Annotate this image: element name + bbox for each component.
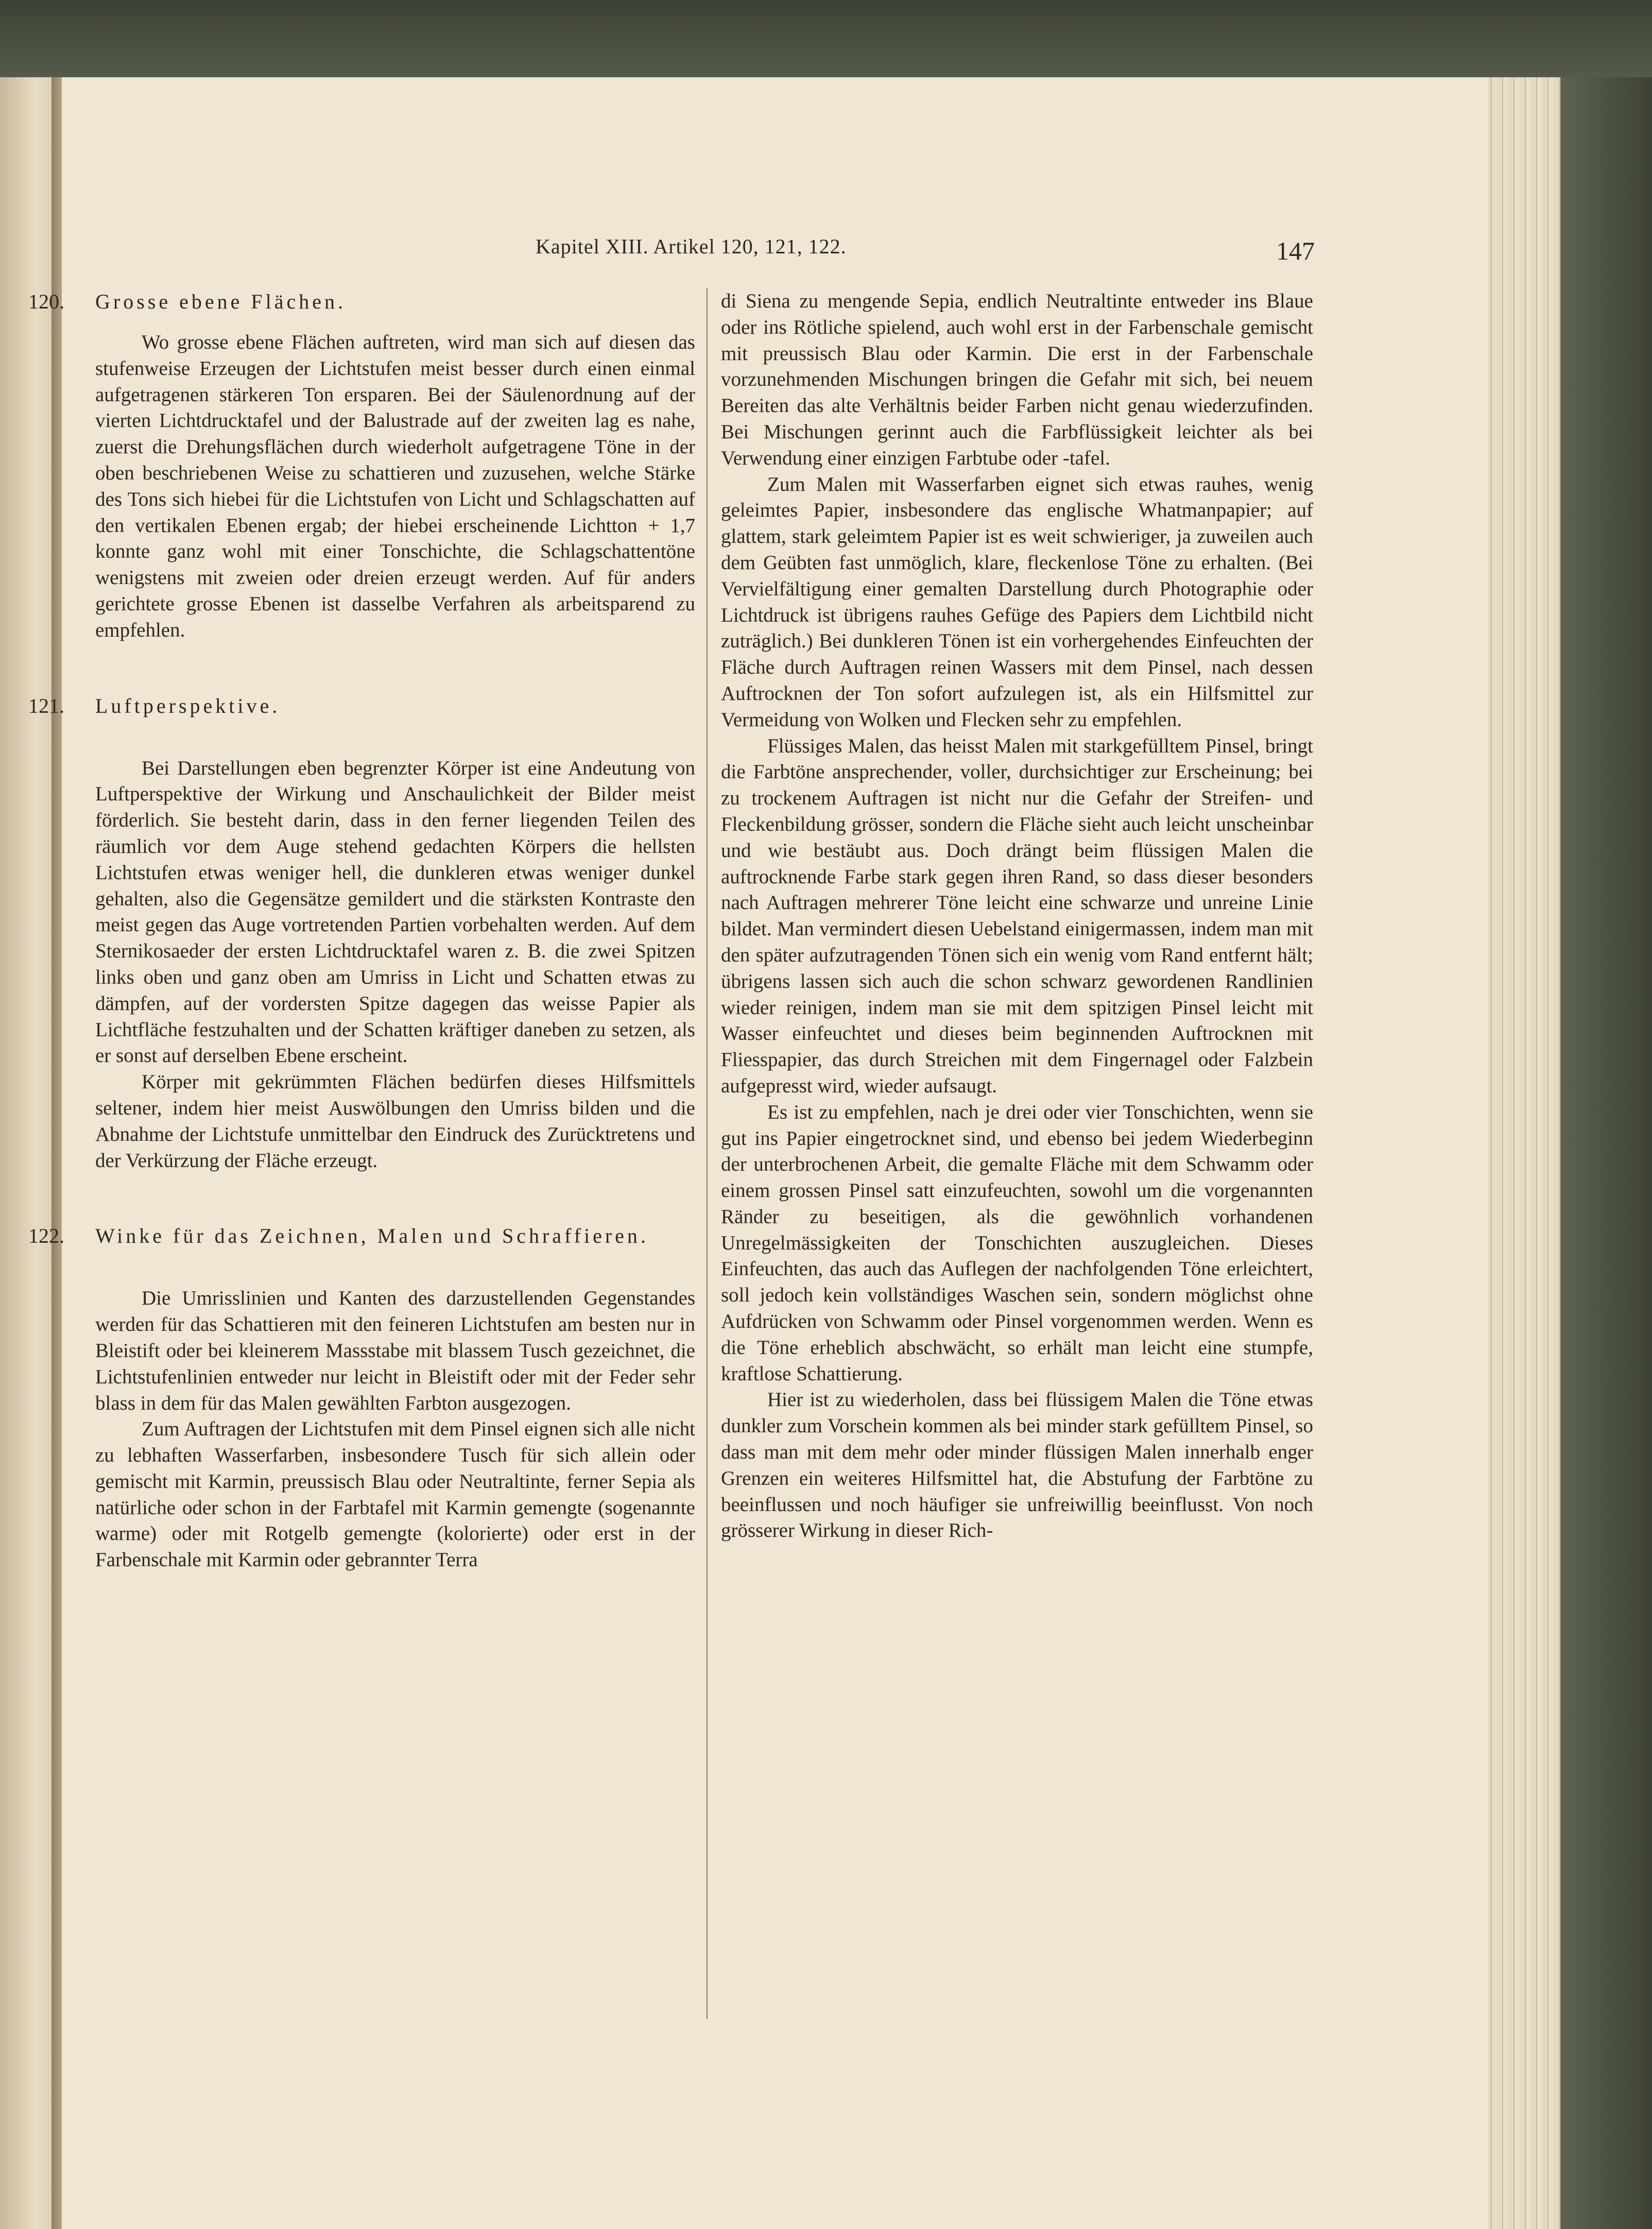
- paragraph: Zum Auftragen der Lichtstufen mit dem Pinsel eignen sich alle nicht zu lebhaften Wasserfarben, insbesondere Tusch für sich allein oder gemischt mit Karmin, preussisch Blau oder Neutraltinte, ferner Sepia als natürliche oder schon in der Farbtafel mit Karmin gemengte (sogenannte warme) oder mit Rotgelb gemengte (kolorierte) oder erst in der Farbenschale mit Karmin oder gebrannter Terra: [95, 1418, 695, 1571]
- column-rule: [707, 288, 708, 2019]
- section-heading: [28, 288, 695, 315]
- page-stack-edge: [1486, 77, 1563, 2229]
- paragraph: Hier ist zu wiederholen, dass bei flüssigem Malen die Töne etwas dunkler zum Vorschein kommen als bei minder stark gefülltem Pinsel, so dass man mit dem mehr oder minder flüssigen Malen innerhalb enger Grenzen ein weiteres Hilfsmittel hat, die Abstufung der Farbtöne zu beeinflussen und noch häufiger sie unfreiwillig beeinflusst. Von noch grösserer Wirkung in dieser Rich-: [721, 1388, 1313, 1542]
- paragraph: Flüssiges Malen, das heisst Malen mit starkgefülltem Pinsel, bringt die Farbtöne ansprechender, voller, durchsichtiger zur Erscheinung; bei zu trockenem Auftragen ist nicht nur die Gefahr der Streifen- und Fleckenbildung grösser, sondern die Fläche sieht auch leicht unscheinbar und wie bestäubt aus. Doch drängt beim flüssigen Malen die auftrocknende Farbe stark gegen ihren Rand, so dass dieser besonders nach Auftragen mehrerer Töne leicht eine schwarze und unreine Linie bildet. Man vermindert diesen Uebelstand einigermassen, indem man mit den später aufzutragenden Tönen sich ein wenig vom Rand entfernt hält; übrigens lassen sich auch die schon schwarz gewordenen Randlinien wieder reinigen, indem man sie mit dem spitzigen Pinsel leicht mit Wasser einfeuchtet und dieses beim beginnenden Auftrocknen mit Fliesspapier, das durch Streichen mit dem Fingernagel oder Falzbein aufgepresst wird, wieder aufsaugt.: [721, 734, 1313, 1097]
- section-title: Winke für das Zeichnen, Malen und Schraffieren.: [95, 1224, 649, 1248]
- page-number: 147: [1276, 236, 1315, 265]
- paragraph: Zum Malen mit Wasserfarben eignet sich etwas rauhes, wenig geleimtes Papier, insbesondere das englische Whatmanpapier; auf glattem, stark geleimtem Papier ist es weit schwieriger, ja zuweilen auch dem Geübten fast unmöglich, klare, fleckenlose Töne zu erhalten. (Bei Vervielfältigung einer gemalten Darstellung durch Photographie oder Lichtdruck ist übrigens rauhes Gefüge des Papiers dem Lichtbild nicht zuträglich.) Bei dunkleren Tönen ist ein vorhergehendes Einfeuchten der Fläche durch Auftragen reinen Wassers mit dem Pinsel, nach dessen Auftrocknen der Ton sofort aufzulegen ist, als ein Hilfsmittel zur Vermeidung von Wolken und Flecken sehr zu empfehlen.: [721, 473, 1313, 731]
- paragraph: Es ist zu empfehlen, nach je drei oder vier Tonschichten, wenn sie gut ins Papier eingetrocknet sind, und ebenso bei jedem Wiederbeginn der unterbrochenen Arbeit, die gemalte Fläche mit dem Schwamm oder einem grossen Pinsel satt einzufeuchten, sowohl um die vorgenannten Ränder zu beseitigen, als die gewöhnlich vorhandenen Unregelmässigkeiten der Tonschichten auszugleichen. Dieses Einfeuchten, das auch das Auflegen der nachfolgenden Töne erleichtert, soll jedoch kein vollständiges Waschen sein, sondern möglichst ohne Aufdrücken von Schwamm oder Pinsel vorgenommen werden. Wenn es die Töne erheblich abschwächt, so erhält man leicht eine stumpfe, kraftlose Schattierung.: [721, 1101, 1313, 1385]
- paragraph: di Siena zu mengende Sepia, endlich Neutraltinte entweder ins Blaue oder ins Rötliche spielend, auch wohl erst in der Farbenschale gemischt mit preussisch Blau oder Karmin. Die erst in der Farbenschale vorzunehmenden Mischungen bringen die Gefahr mit sich, bei neuem Bereiten das alte Verhältnis beider Farben nicht genau wiederzufinden. Bei Mischungen gerinnt auch die Farbflüssigkeit leichter als bei Verwendung einer einzigen Farbtube oder -tafel.: [721, 290, 1313, 469]
- section-number: 122.: [28, 1224, 64, 1248]
- section-title: Grosse ebene Flächen.: [95, 290, 346, 313]
- section-title: Luftperspektive.: [95, 694, 281, 717]
- section-number: 121.: [28, 694, 64, 717]
- running-head: Kapitel XIII. Artikel 120, 121, 122.: [536, 235, 847, 258]
- book-cover-right: [1560, 77, 1652, 2229]
- paragraph: Körper mit gekrümmten Flächen bedürfen dieses Hilfsmittels seltener, indem hier meist Auswölbungen den Umriss bilden und die Abnahme der Lichtstufe unmittelbar den Eindruck des Zurücktretens und der Verkürzung der Fläche erzeugt.: [95, 1071, 695, 1172]
- section-heading: [28, 1223, 695, 1249]
- paragraph: Bei Darstellungen eben begrenzter Körper ist eine Andeutung von Luftperspektive der Wirkung und Anschaulichkeit der Bilder meist förderlich. Sie besteht darin, dass in den ferner liegenden Teilen des räumlich vor dem Auge stehend gedachten Körpers die hellsten Lichtstufen etwas weniger hell, die dunkleren etwas weniger dunkel gehalten, also die Gegensätze gemildert und die stärksten Kontraste den meist gegen das Auge vortretenden Partien vorbehalten werden. Auf dem Sternikosaeder der ersten Lichtdrucktafel waren z. B. die zwei Spitzen links oben und ganz oben am Umriss in Licht und Schatten etwas zu dämpfen, auf der vordersten Spitze dagegen das weisse Papier als Lichtfläche festzuhalten und der Schatten kräftiger daneben zu setzen, als er sonst auf derselben Ebene erscheint.: [95, 757, 695, 1067]
- paragraph: Wo grosse ebene Flächen auftreten, wird man sich auf diesen das stufenweise Erzeugen der Lichtstufen meist besser durch einen einmal aufgetragenen stärkeren Ton ersparen. Bei der Säulenordnung auf der vierten Lichtdrucktafel und der Balustrade auf der zweiten lag es nahe, zuerst die Drehungsflächen durch wiederholt aufgetragene Töne in der oben beschriebenen Weise zu schattieren und zuzusehen, welche Stärke des Tons sich hiebei für die Lichtstufen von Licht und Schlagschatten auf den vertikalen Ebenen ergab; der hiebei erscheinende Lichtton + 1,7 konnte ganz wohl mit einer Tonschichte, die Schlagschattentöne wenigstens mit zweien oder dreien erzeugt werden. Auf für anders gerichtete grosse Ebenen ist dasselbe Verfahren als arbeitsparend zu empfehlen.: [95, 331, 695, 641]
- section-number: 120.: [28, 290, 64, 313]
- left-column: [28, 288, 695, 1573]
- right-column: [721, 288, 1313, 1544]
- section-heading: [28, 693, 695, 719]
- paragraph: Die Umrisslinien und Kanten des darzustellenden Gegenstandes werden für das Schattieren mit den feineren Lichtstufen am besten nur in Bleistift oder bei kleinerem Massstabe mit blassem Tusch gezeichnet, die Lichtstufenlinien entweder nur leicht in Bleistift oder mit der Feder sehr blass in dem für das Malen gewählten Farbton ausgezogen.: [95, 1287, 695, 1414]
